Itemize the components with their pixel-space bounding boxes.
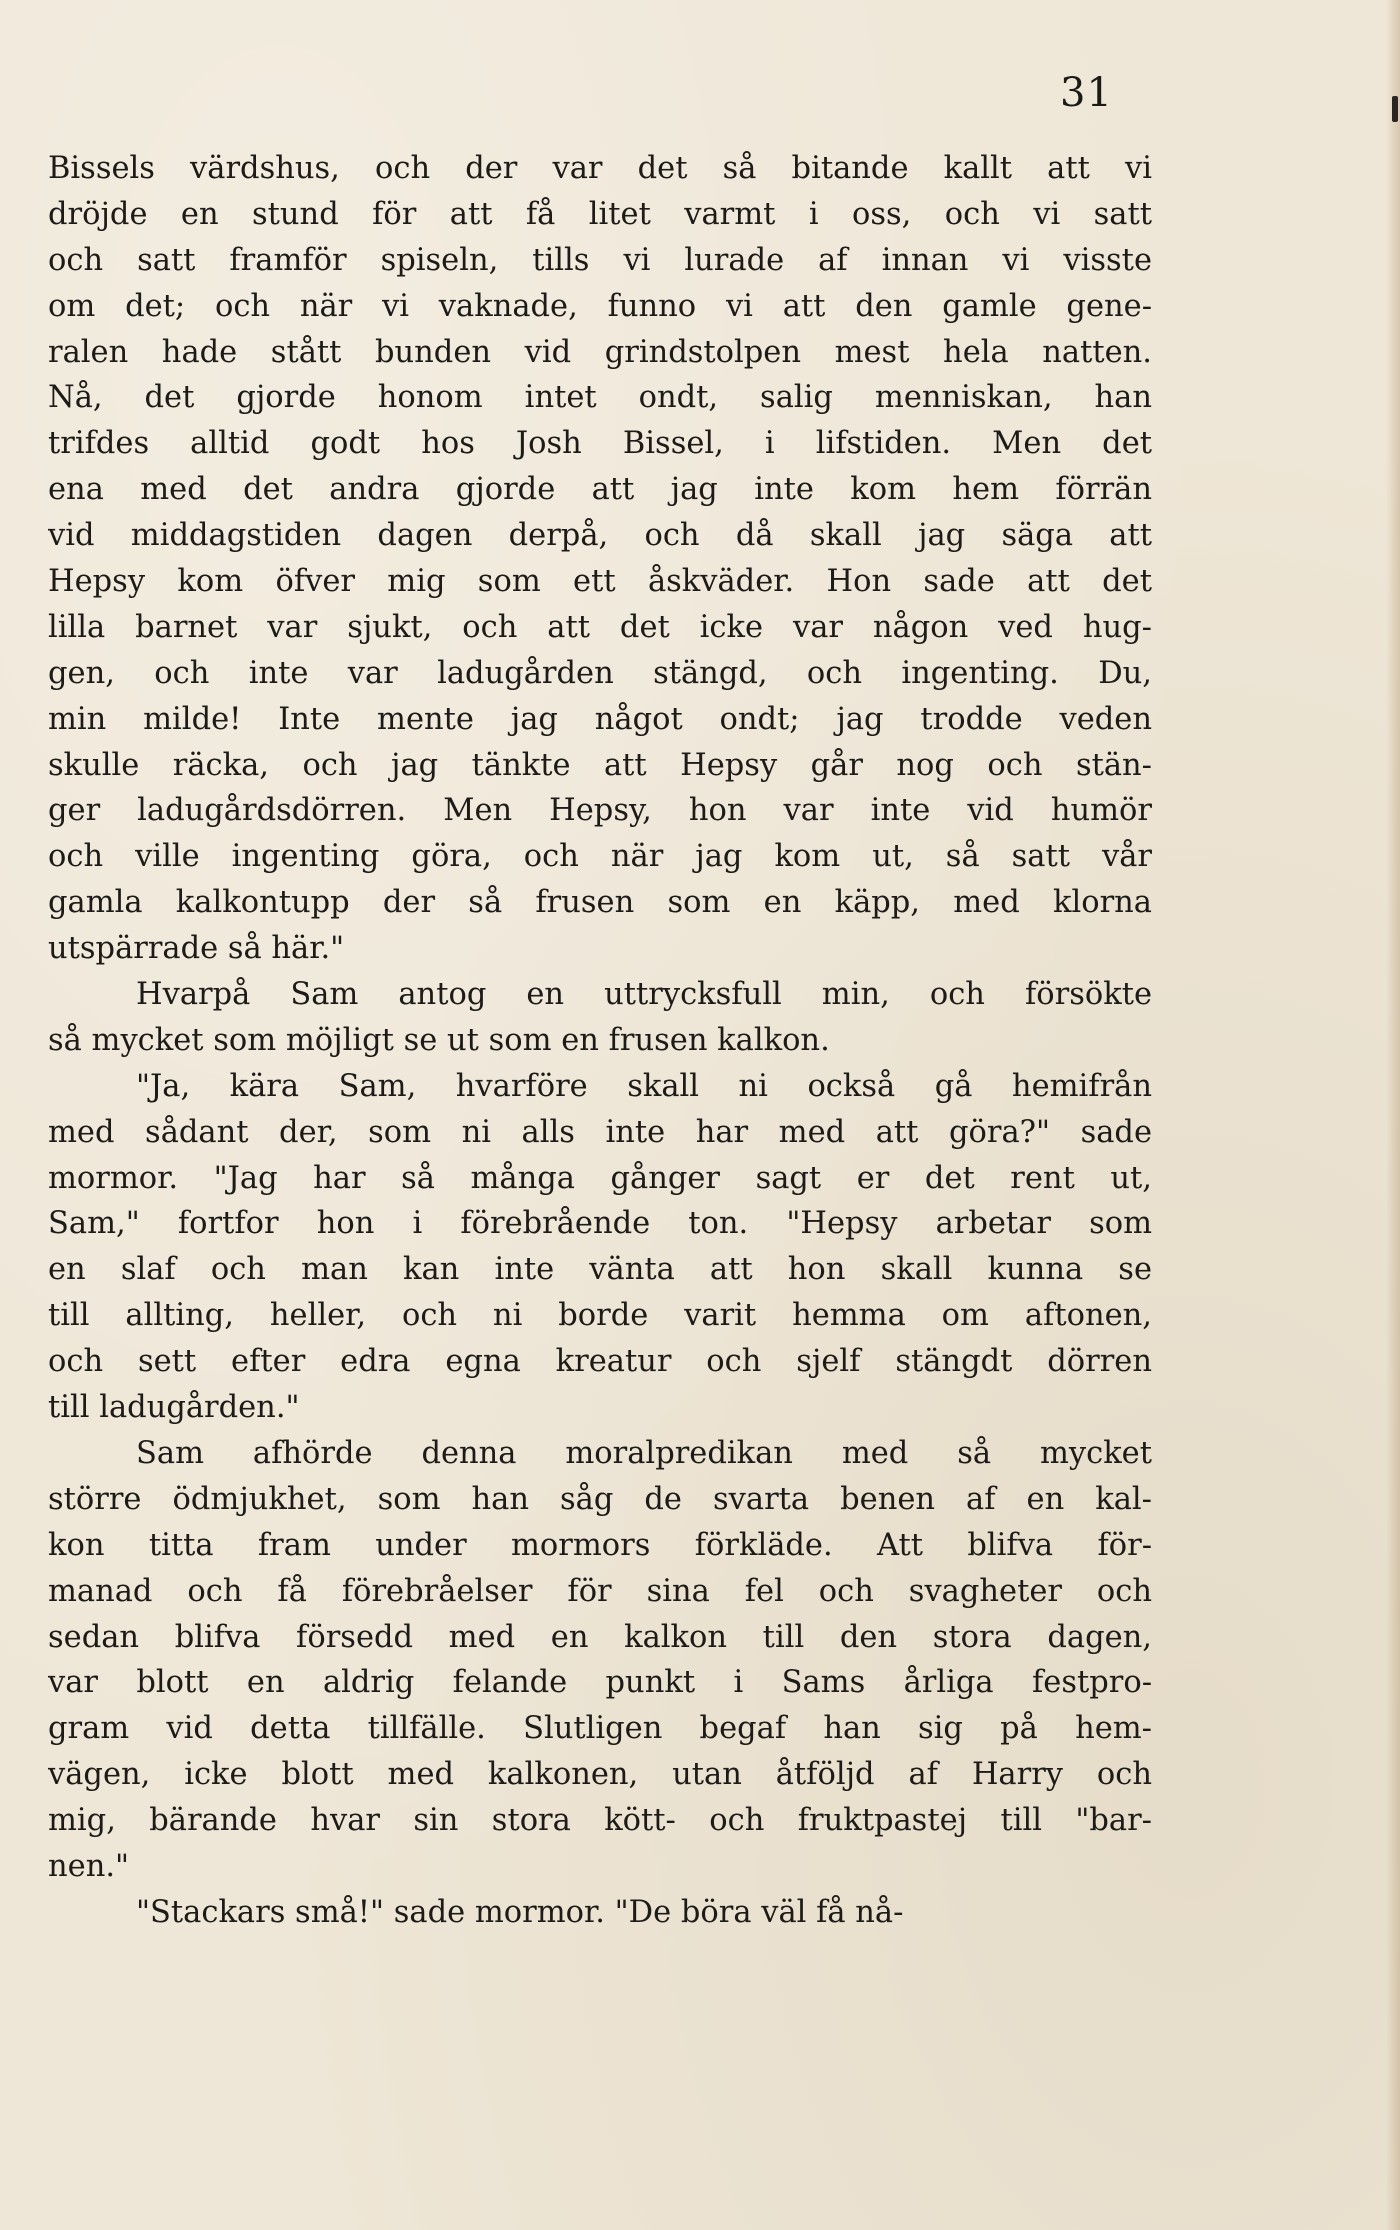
text-line: och sett efter edra egna kreatur och sjelf stängdt dörren [48,1344,1152,1380]
text-line: manad och få förebråelser för sina fel och svagheter och [48,1573,1152,1609]
text-line: kon titta fram under mormors förkläde. Att blifva för- [48,1527,1152,1563]
text-line: sedan blifva försedd med en kalkon till den stora dagen, [48,1619,1152,1655]
text-line: Bissels värdshus, och der var det så bitande kallt att vi [48,151,1152,186]
text-line: var blott en aldrig felande punkt i Sams årliga festpro- [48,1665,1152,1701]
text-line: gamla kalkontupp der så frusen som en käpp, med klorna [48,885,1152,921]
text-line: så mycket som möjligt se ut som en frusen kalkon. [48,1022,830,1058]
text-line: nen." [48,1848,130,1884]
text-line: skulle räcka, och jag tänkte att Hepsy går nog och stän- [48,747,1152,783]
text-line: till ladugården." [48,1390,300,1426]
text-line: dröjde en stund för att få litet varmt i oss, och vi satt [48,196,1152,232]
text-line: ger ladugårdsdörren. Men Hepsy, hon var inte vid humör [48,793,1152,829]
text-line: ena med det andra gjorde att jag inte kom hem förrän [48,472,1152,508]
text-line: vid middagstiden dagen derpå, och då skall jag säga att [48,518,1152,554]
text-line: större ödmjukhet, som han såg de svarta benen af en kal- [48,1481,1152,1517]
text-line: och satt framför spiseln, tills vi lurade af innan vi visste [48,242,1152,278]
text-line: ralen hade stått bunden vid grindstolpen mest hela natten. [48,334,1152,370]
text-line: Hvarpå Sam antog en uttrycksfull min, och försökte [136,977,1152,1013]
text-line: och ville ingenting göra, och när jag kom ut, så satt vår [48,839,1152,875]
text-line: trifdes alltid godt hos Josh Bissel, i lifstiden. Men det [48,426,1152,462]
text-line: utspärrade så här." [48,931,345,967]
text-line: Sam afhörde denna moralpredikan med så mycket [136,1435,1152,1471]
text-line: vägen, icke blott med kalkonen, utan åtföljd af Harry och [48,1757,1152,1793]
ink-smudge-mark [1392,96,1398,122]
text-line: Hepsy kom öfver mig som ett åskväder. Hon sade att det [48,564,1152,600]
text-line: gram vid detta tillfälle. Slutligen begaf han sig på hem- [48,1711,1152,1747]
body-text [48,146,1152,1936]
text-line: min milde! Inte mente jag något ondt; jag trodde veden [48,701,1152,737]
text-line: "Stackars små!" sade mormor. "De böra väl få nå- [136,1894,904,1930]
text-line: mormor. "Jag har så många gånger sagt er det rent ut, [48,1160,1152,1196]
text-line: en slaf och man kan inte vänta att hon skall kunna se [48,1252,1152,1288]
text-line: med sådant der, som ni alls inte har med att göra?" sade [48,1114,1152,1150]
text-line: Sam," fortfor hon i förebrående ton. "Hepsy arbetar som [48,1206,1152,1242]
text-line: om det; och när vi vaknade, funno vi att den gamle gene- [48,288,1152,324]
page-number: 31 [1060,70,1113,116]
text-line: lilla barnet var sjukt, och att det icke var någon ved hug- [48,609,1152,645]
text-line: "Ja, kära Sam, hvarföre skall ni också gå hemifrån [136,1068,1152,1104]
text-line: gen, och inte var ladugården stängd, och ingenting. Du, [48,655,1152,691]
text-line: till allting, heller, och ni borde varit hemma om aftonen, [48,1298,1152,1334]
text-line: mig, bärande hvar sin stora kött- och fruktpastej till "bar- [48,1803,1152,1839]
page-edge-shadow [1386,0,1400,2230]
text-line: Nå, det gjorde honom intet ondt, salig menniskan, han [48,380,1152,416]
